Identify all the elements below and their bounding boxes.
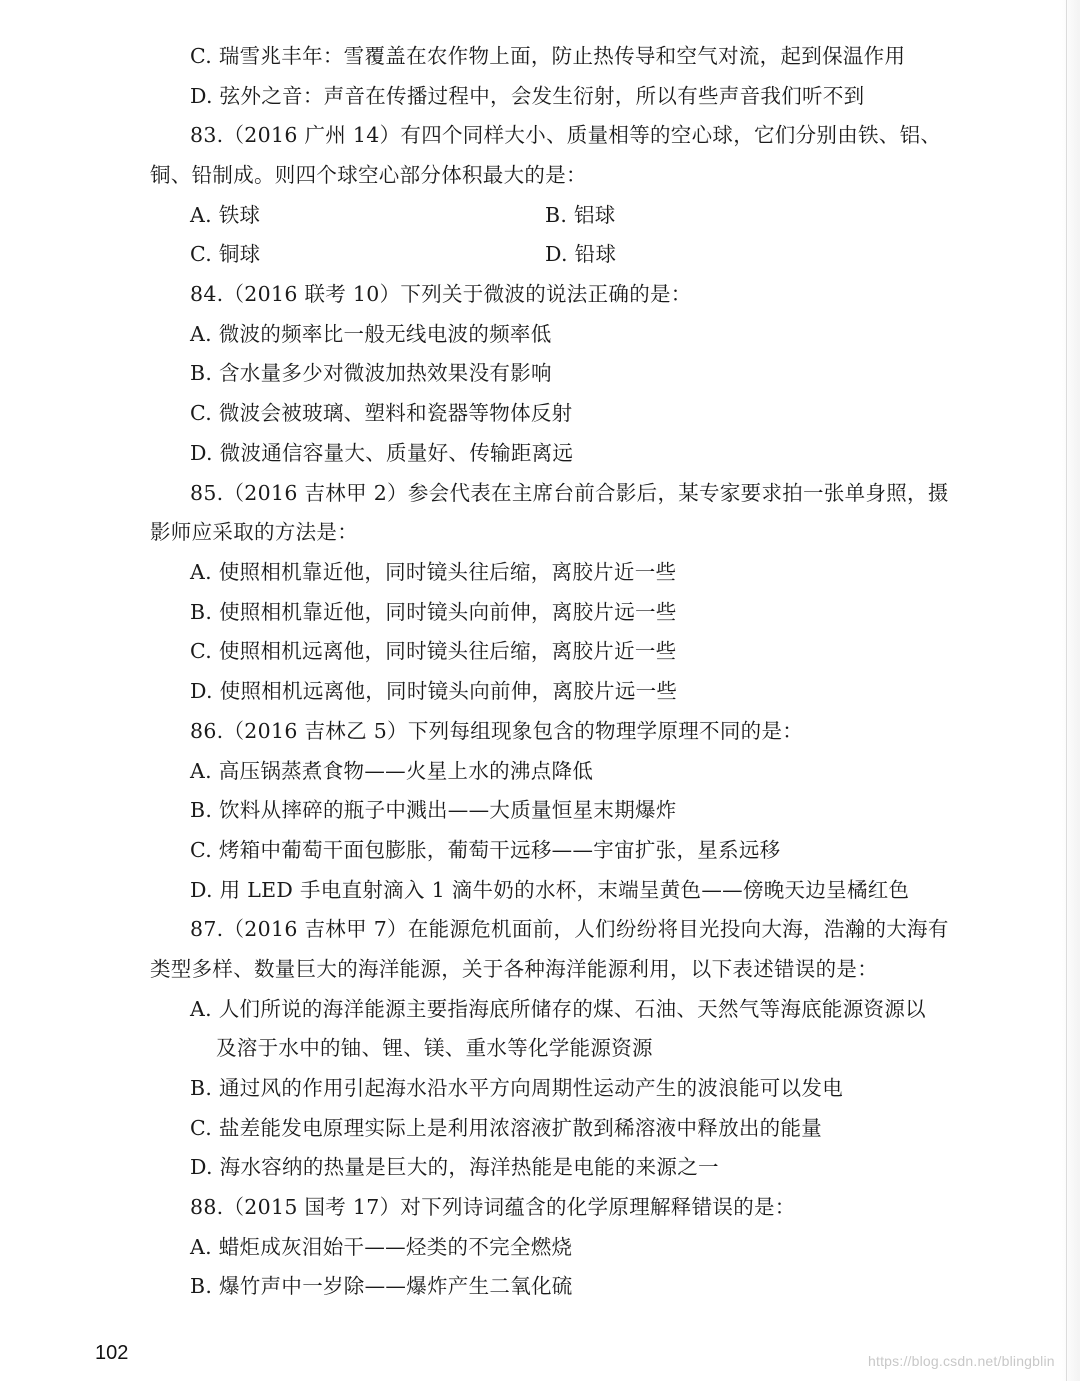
q83-stem: 83.（2016 广州 14）有四个同样大小、质量相等的空心球，它们分别由铁、铝、: [190, 123, 942, 147]
q85-option-a: A. 使照相机靠近他，同时镜头往后缩，离胶片近一些: [190, 560, 677, 584]
q85-stem: 85.（2016 吉林甲 2）参会代表在主席台前合影后，某专家要求拍一张单身照，摄: [190, 481, 949, 505]
q83-option-b: B. 铝球: [545, 203, 616, 227]
q87-option-c: C. 盐差能发电原理实际上是利用浓溶液扩散到稀溶液中释放出的能量: [190, 1116, 823, 1140]
q86-stem: 86.（2016 吉林乙 5）下列每组现象包含的物理学原理不同的是：: [190, 719, 804, 743]
scan-line: [1066, 0, 1067, 1381]
q84-option-d: D. 微波通信容量大、质量好、传输距离远: [190, 441, 574, 465]
q84-option-c: C. 微波会被玻璃、塑料和瓷器等物体反射: [190, 401, 573, 425]
q87-stem-continued: 类型多样、数量巨大的海洋能源，关于各种海洋能源利用，以下表述错误的是：: [150, 957, 878, 981]
q87-stem: 87.（2016 吉林甲 7）在能源危机面前，人们纷纷将目光投向大海，浩瀚的大海有: [190, 917, 949, 941]
q86-option-d: D. 用 LED 手电直射滴入 1 滴牛奶的水杯，末端呈黄色——傍晚天边呈橘红色: [190, 878, 910, 902]
q87-option-d: D. 海水容纳的热量是巨大的，海洋热能是电能的来源之一: [190, 1155, 719, 1179]
watermark: https://blog.csdn.net/blingblin: [868, 1353, 1055, 1369]
q85-option-b: B. 使照相机靠近他，同时镜头向前伸，离胶片远一些: [190, 600, 677, 624]
q86-option-b: B. 饮料从摔碎的瓶子中溅出——大质量恒星末期爆炸: [190, 798, 677, 822]
q88-stem: 88.（2015 国考 17）对下列诗词蕴含的化学原理解释错误的是：: [190, 1195, 796, 1219]
q88-option-b: B. 爆竹声中一岁除——爆炸产生二氧化硫: [190, 1274, 573, 1298]
q87-option-a-continued: 及溶于水中的铀、锂、镁、重水等化学能源资源: [216, 1036, 653, 1060]
q85-option-d: D. 使照相机远离他，同时镜头向前伸，离胶片远一些: [190, 679, 678, 703]
q86-option-c: C. 烤箱中葡萄干面包膨胀，葡萄干远移——宇宙扩张，星系远移: [190, 838, 781, 862]
q82-option-d: D. 弦外之音：声音在传播过程中，会发生衍射，所以有些声音我们听不到: [190, 84, 865, 108]
q87-option-a: A. 人们所说的海洋能源主要指海底所储存的煤、石油、天然气等海底能源资源以: [190, 997, 926, 1021]
q85-stem-continued: 影师应采取的方法是：: [150, 520, 358, 544]
q83-option-d: D. 铅球: [545, 242, 617, 266]
q84-option-a: A. 微波的频率比一般无线电波的频率低: [190, 322, 552, 346]
q83-option-c: C. 铜球: [190, 242, 261, 266]
q84-option-b: B. 含水量多少对微波加热效果没有影响: [190, 361, 552, 385]
page-number: 102: [95, 1342, 129, 1364]
q88-option-a: A. 蜡炬成灰泪始干——烃类的不完全燃烧: [190, 1235, 573, 1259]
q84-stem: 84.（2016 联考 10）下列关于微波的说法正确的是：: [190, 282, 692, 306]
q82-option-c: C. 瑞雪兆丰年：雪覆盖在农作物上面，防止热传导和空气对流，起到保温作用: [190, 44, 906, 68]
q85-option-c: C. 使照相机远离他，同时镜头往后缩，离胶片近一些: [190, 639, 677, 663]
page-edge-shadow: [1062, 0, 1080, 1381]
q83-option-a: A. 铁球: [190, 203, 261, 227]
q87-option-b: B. 通过风的作用引起海水沿水平方向周期性运动产生的波浪能可以发电: [190, 1076, 843, 1100]
q83-stem-continued: 铜、铅制成。则四个球空心部分体积最大的是：: [150, 163, 587, 187]
q86-option-a: A. 高压锅蒸煮食物——火星上水的沸点降低: [190, 759, 594, 783]
